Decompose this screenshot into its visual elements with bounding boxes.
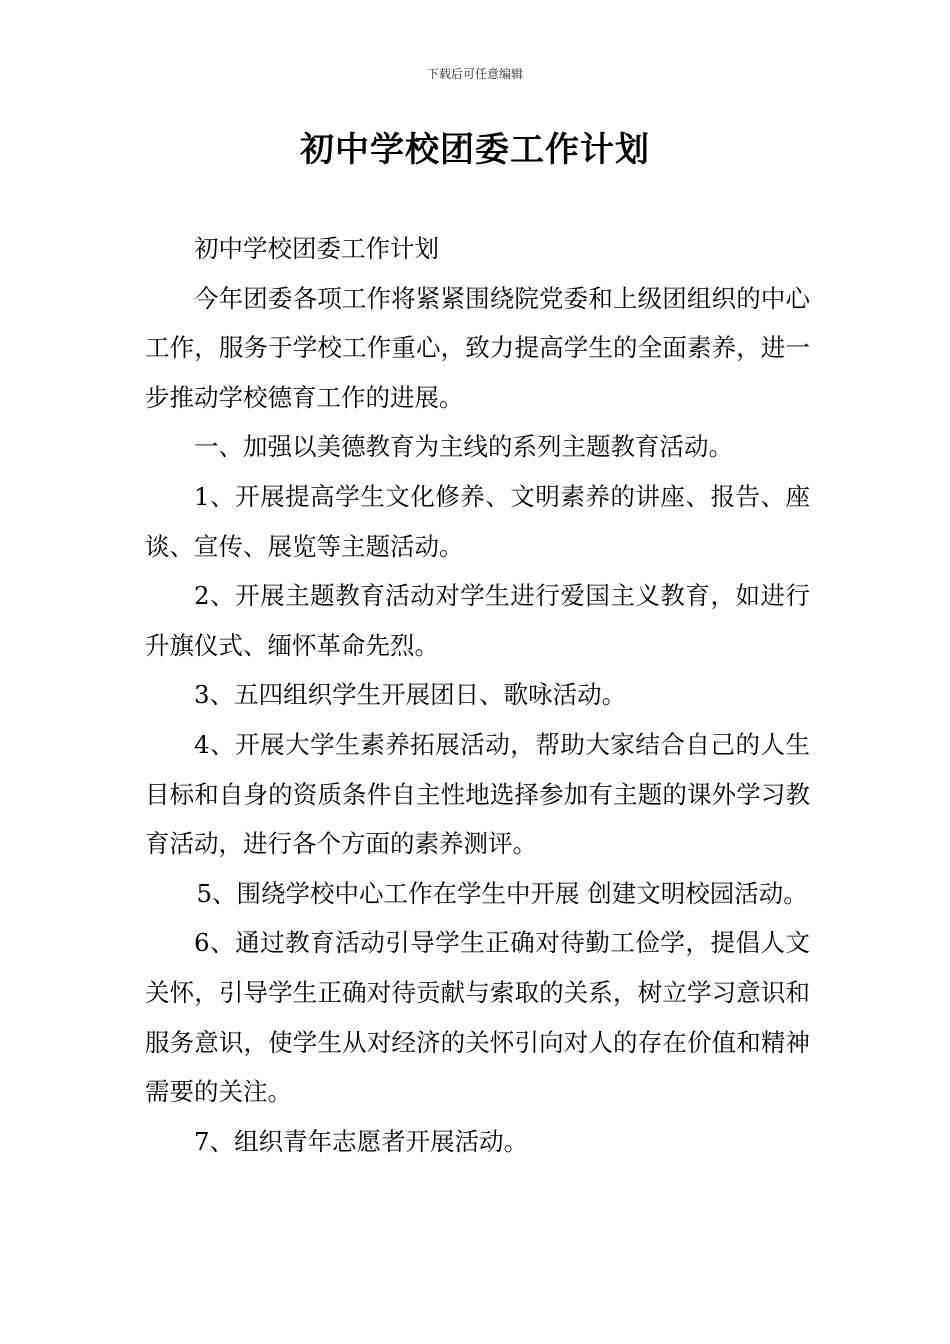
paragraph-intro: 今年团委各项工作将紧紧围绕院党委和上级团组织的中心工作，服务于学校工作重心，致力提高学生的全面素养，进一步推动学校德育工作的进展。 xyxy=(145,283,810,412)
paragraph-section-heading: 一、加强以美德教育为主线的系列主题教育活动。 xyxy=(194,432,733,462)
paragraph-item-7: 7、组织青年志愿者开展活动。 xyxy=(194,1126,529,1156)
paragraph-subtitle: 初中学校团委工作计划 xyxy=(194,234,439,263)
paragraph-item-6: 6、通过教育活动引导学生正确对待勤工俭学，提倡人文关怀，引导学生正确对待贡献与索取的关系，树立学习意识和服务意识，使学生从对经济的关怀引向对人的存在价值和精神需要的关注。 xyxy=(145,928,810,1107)
paragraph-item-4: 4、开展大学生素养拓展活动，帮助大家结合自己的人生目标和自身的资质条件自主性地选择参加有主题的课外学习教育活动，进行各个方面的素养测评。 xyxy=(145,729,810,859)
document-body xyxy=(145,224,810,1166)
paragraph-item-1: 1、开展提高学生文化修养、文明素养的讲座、报告、座谈、宣传、展览等主题活动。 xyxy=(145,481,810,561)
paragraph-item-5: 5、围绕学校中心工作在学生中开展 创建文明校园活动。 xyxy=(196,878,808,908)
paragraph-item-2: 2、开展主题教育活动对学生进行爱国主义教育，如进行升旗仪式、缅怀革命先烈。 xyxy=(145,581,810,660)
paragraph-item-3: 3、五四组织学生开展团日、歌咏活动。 xyxy=(194,680,627,710)
document-title: 初中学校团委工作计划 xyxy=(300,130,650,170)
header-note: 下载后可任意编辑 xyxy=(426,67,523,81)
